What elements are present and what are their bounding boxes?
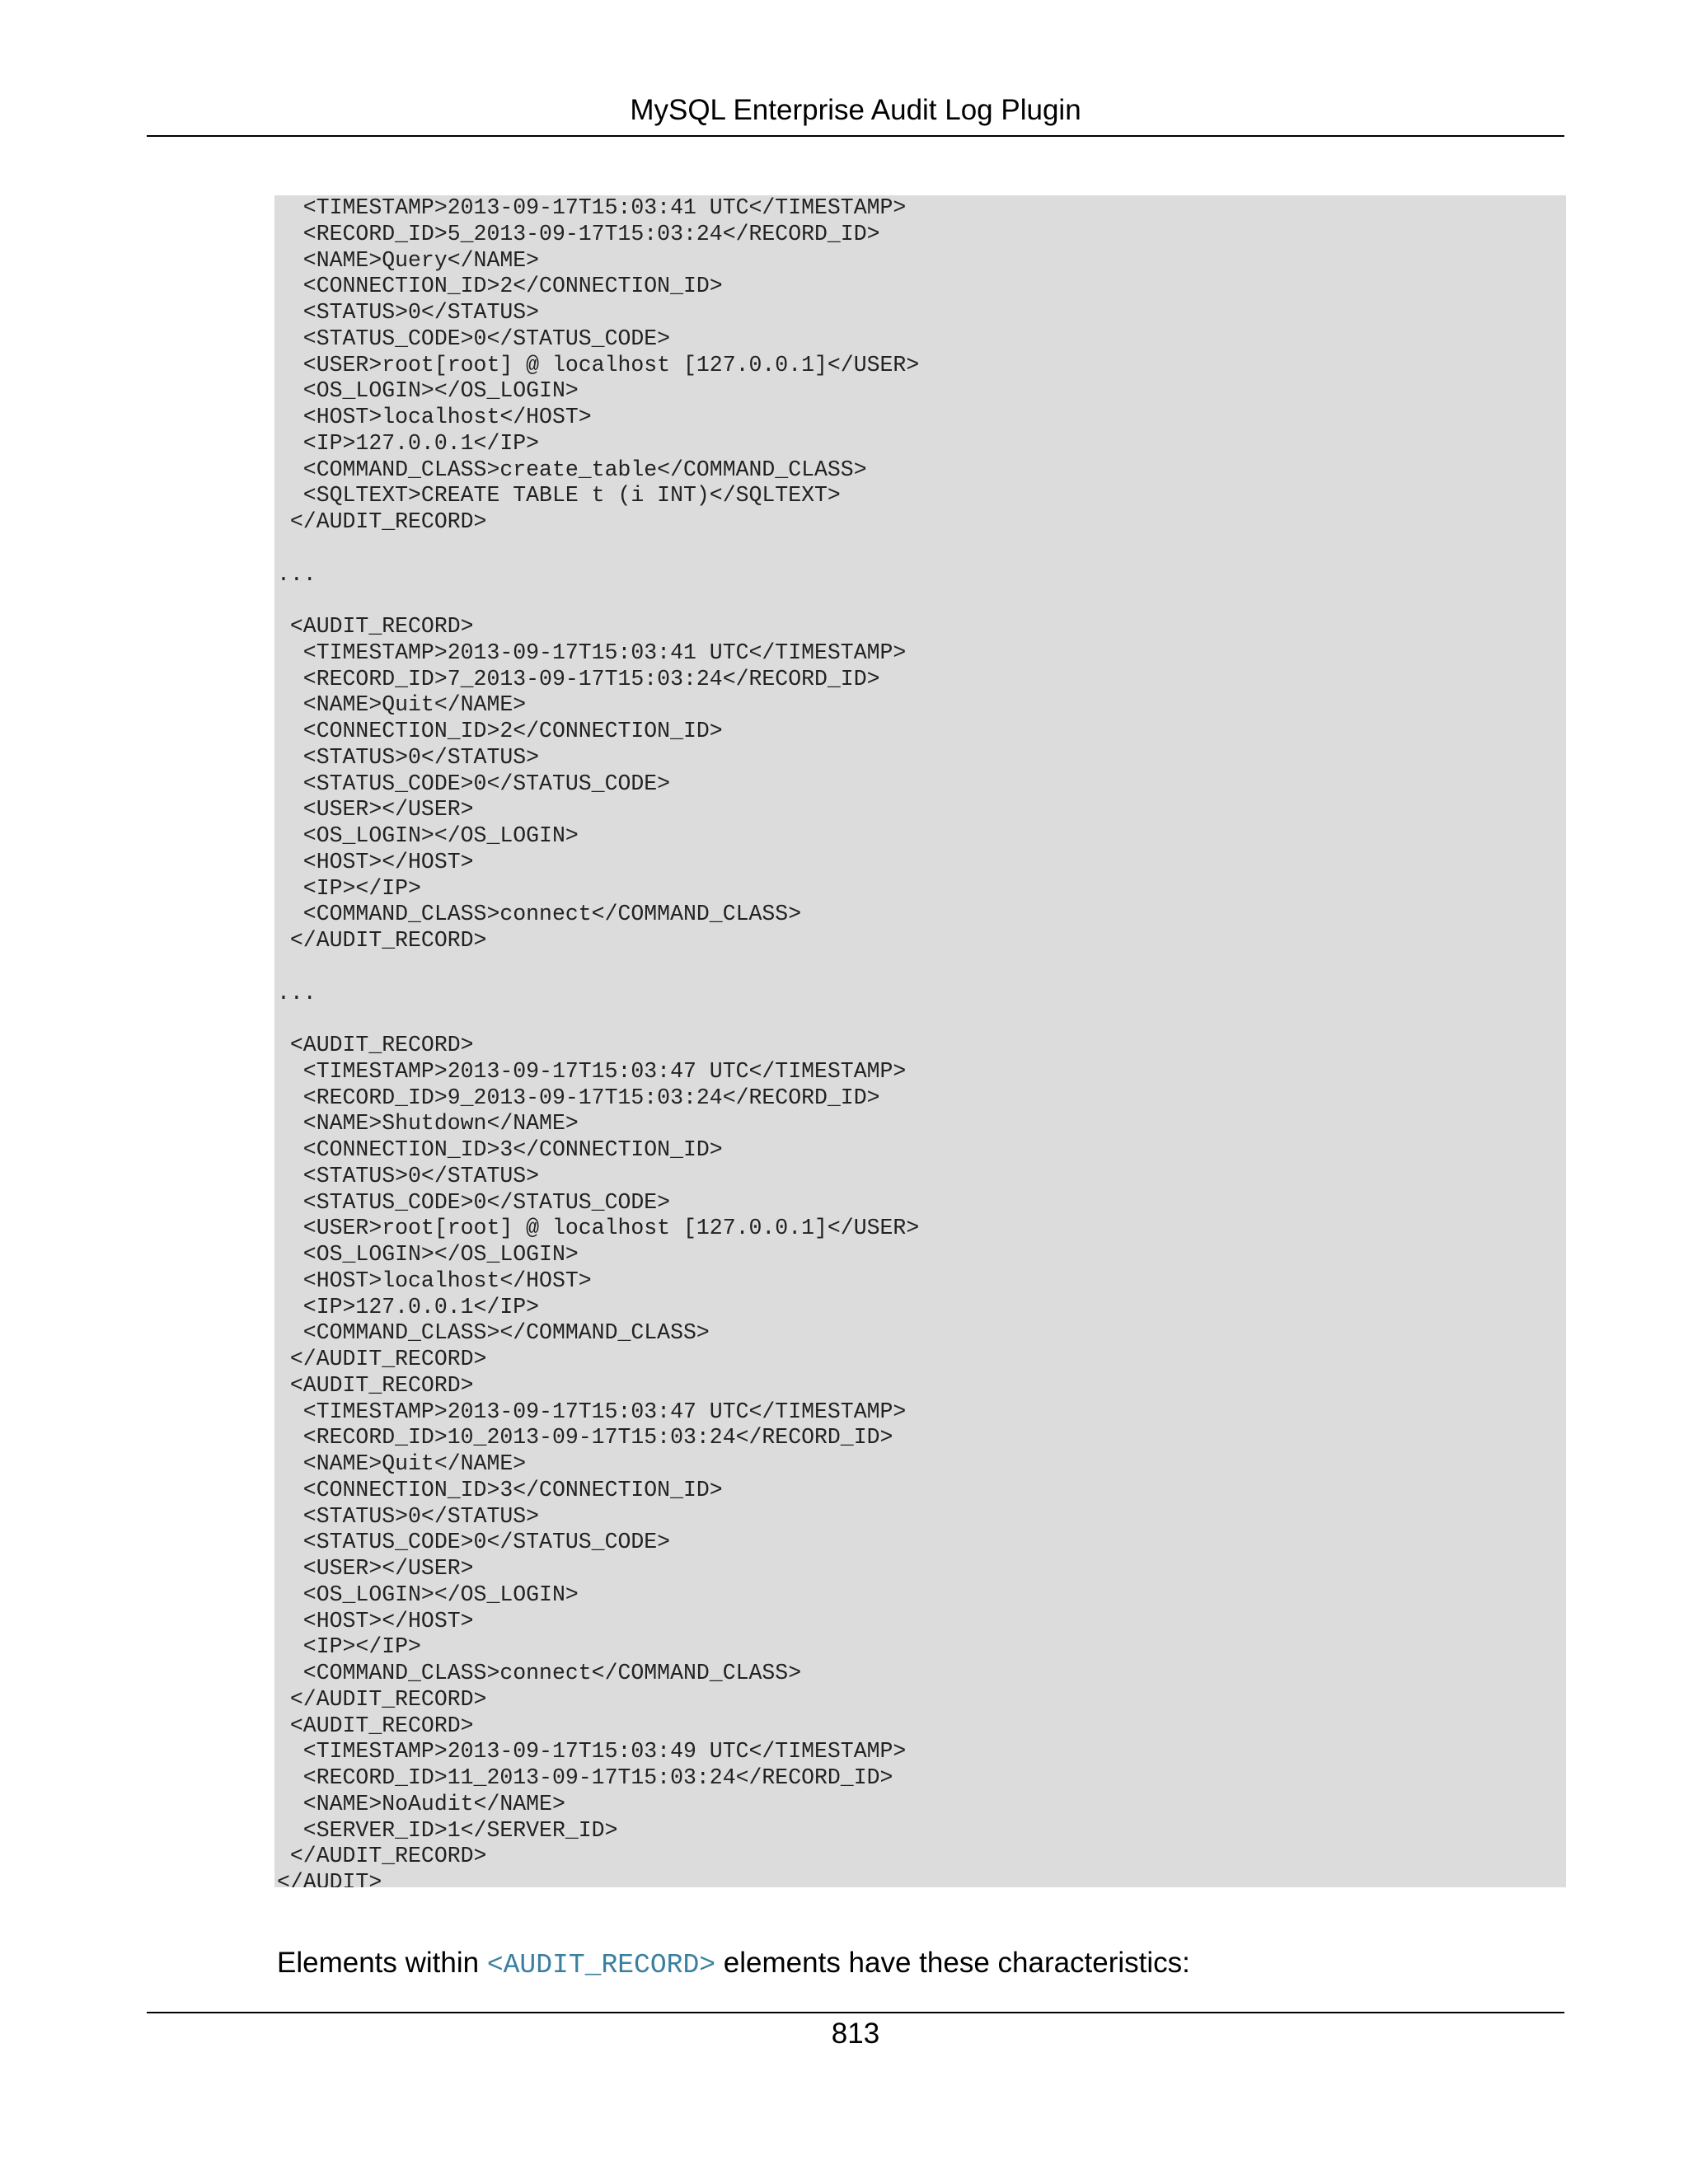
code-line: <STATUS_CODE>0</STATUS_CODE> <box>277 1530 671 1555</box>
code-line: ... <box>277 980 316 1005</box>
code-line: <STATUS>0</STATUS> <box>277 300 540 325</box>
code-line: <COMMAND_CLASS>connect</COMMAND_CLASS> <box>277 1661 802 1685</box>
code-line: <AUDIT_RECORD> <box>277 614 474 639</box>
code-line: <HOST></HOST> <box>277 1608 474 1633</box>
code-line: <COMMAND_CLASS></COMMAND_CLASS> <box>277 1320 710 1346</box>
code-line: <IP>127.0.0.1</IP> <box>277 430 540 456</box>
code-line: </AUDIT> <box>277 1870 382 1887</box>
code-line: <HOST></HOST> <box>277 849 474 874</box>
code-line: <TIMESTAMP>2013-09-17T15:03:41 UTC</TIMESTAMP> <box>277 195 907 220</box>
code-line: <NAME>Query</NAME> <box>277 247 540 273</box>
code-line: <TIMESTAMP>2013-09-17T15:03:47 UTC</TIMESTAMP> <box>277 1058 907 1084</box>
code-line: <SQLTEXT>CREATE TABLE t (i INT)</SQLTEXT> <box>277 483 841 509</box>
code-line: <RECORD_ID>9_2013-09-17T15:03:24</RECORD_ID> <box>277 1085 880 1110</box>
code-line: <RECORD_ID>7_2013-09-17T15:03:24</RECORD_ID> <box>277 666 880 691</box>
code-line: <CONNECTION_ID>2</CONNECTION_ID> <box>277 274 723 299</box>
code-line: <RECORD_ID>5_2013-09-17T15:03:24</RECORD_ID> <box>277 221 880 246</box>
footer-rule <box>147 2012 1564 2013</box>
code-line: <AUDIT_RECORD> <box>277 1033 474 1057</box>
code-line: <HOST>localhost</HOST> <box>277 405 592 429</box>
code-line: <RECORD_ID>11_2013-09-17T15:03:24</RECORD_ID> <box>277 1765 893 1790</box>
code-line: <OS_LOGIN></OS_LOGIN> <box>277 1582 579 1607</box>
code-line: <COMMAND_CLASS>connect</COMMAND_CLASS> <box>277 902 802 927</box>
code-line: <STATUS>0</STATUS> <box>277 1503 540 1529</box>
code-line: <SERVER_ID>1</SERVER_ID> <box>277 1817 618 1843</box>
code-line: <RECORD_ID>10_2013-09-17T15:03:24</RECORD_ID> <box>277 1425 893 1451</box>
code-line: <STATUS_CODE>0</STATUS_CODE> <box>277 771 671 796</box>
code-line: </AUDIT_RECORD> <box>277 928 487 953</box>
code-line: <CONNECTION_ID>3</CONNECTION_ID> <box>277 1137 723 1162</box>
code-line: <IP></IP> <box>277 875 421 901</box>
code-line: <NAME>NoAudit</NAME> <box>277 1791 565 1816</box>
body-paragraph <box>277 1945 1190 1984</box>
running-header: MySQL Enterprise Audit Log Plugin <box>630 94 1081 126</box>
code-line: <STATUS>0</STATUS> <box>277 1163 540 1188</box>
code-line: </AUDIT_RECORD> <box>277 1844 487 1869</box>
code-line: <TIMESTAMP>2013-09-17T15:03:47 UTC</TIMESTAMP> <box>277 1399 907 1424</box>
code-line: <OS_LOGIN></OS_LOGIN> <box>277 378 579 404</box>
code-line: <STATUS_CODE>0</STATUS_CODE> <box>277 1189 671 1215</box>
inline-code-audit-record: <AUDIT_RECORD> <box>486 1950 716 1980</box>
code-line: <AUDIT_RECORD> <box>277 1372 474 1398</box>
code-line: <OS_LOGIN></OS_LOGIN> <box>277 1242 579 1267</box>
code-line: <HOST>localhost</HOST> <box>277 1268 592 1293</box>
code-line: <IP></IP> <box>277 1634 421 1660</box>
code-line: <TIMESTAMP>2013-09-17T15:03:41 UTC</TIMESTAMP> <box>277 640 907 665</box>
paragraph-text-after: elements have these characteristics: <box>715 1947 1190 1979</box>
header-rule <box>147 135 1564 137</box>
code-line: <COMMAND_CLASS>create_table</COMMAND_CLASS> <box>277 457 867 482</box>
code-line: <USER>root[root] @ localhost [127.0.0.1]</USER> <box>277 1216 920 1241</box>
code-line: <OS_LOGIN></OS_LOGIN> <box>277 823 579 848</box>
code-line: <NAME>Quit</NAME> <box>277 692 527 718</box>
code-line: <STATUS_CODE>0</STATUS_CODE> <box>277 326 671 351</box>
code-line: <CONNECTION_ID>2</CONNECTION_ID> <box>277 719 723 743</box>
code-line: </AUDIT_RECORD> <box>277 1347 487 1371</box>
code-line: <NAME>Shutdown</NAME> <box>277 1111 579 1137</box>
code-listing <box>274 195 1566 1887</box>
code-line: <USER>root[root] @ localhost [127.0.0.1]</USER> <box>277 352 920 377</box>
code-line: <IP>127.0.0.1</IP> <box>277 1294 540 1319</box>
code-line: <TIMESTAMP>2013-09-17T15:03:49 UTC</TIMESTAMP> <box>277 1739 907 1765</box>
code-line: <NAME>Quit</NAME> <box>277 1451 527 1476</box>
code-line: <USER></USER> <box>277 1556 474 1581</box>
paragraph-text-before: Elements within <box>277 1947 487 1979</box>
code-text <box>277 195 1566 1887</box>
code-line: <CONNECTION_ID>3</CONNECTION_ID> <box>277 1477 723 1502</box>
code-line: </AUDIT_RECORD> <box>277 1686 487 1712</box>
code-line: <AUDIT_RECORD> <box>277 1713 474 1738</box>
page-number: 813 <box>831 2018 880 2050</box>
code-line: <USER></USER> <box>277 797 474 823</box>
code-line: ... <box>277 561 316 587</box>
code-line: </AUDIT_RECORD> <box>277 509 487 534</box>
code-line: <STATUS>0</STATUS> <box>277 744 540 770</box>
